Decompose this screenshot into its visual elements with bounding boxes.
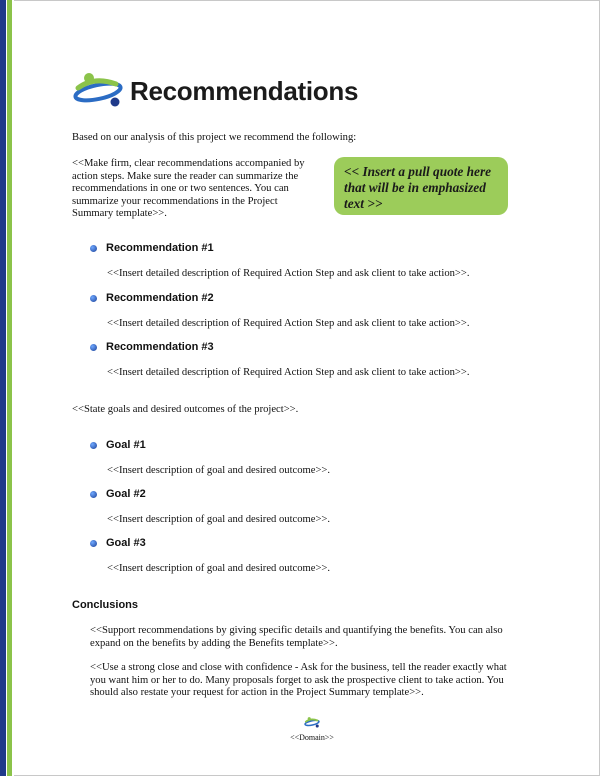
recommendation-intro [72, 158, 342, 221]
recommendation-title: Recommendation #1 [106, 242, 214, 254]
pull-quote-line: text >> [344, 196, 383, 211]
text-line: expand on the benefits by adding the Benefits template>>. [90, 637, 338, 649]
goal-heading [90, 488, 146, 500]
text-line: should also restate your request for action in the Project Summary template>>. [90, 687, 424, 699]
recommendation-desc: <<Insert detailed description of Required Action Step and ask client to take action>>. [107, 367, 470, 378]
left-accent-bar-blue [0, 0, 6, 776]
goal-heading [90, 537, 146, 549]
page-frame [14, 0, 600, 776]
pull-quote-line: that will be in emphasized [344, 180, 486, 195]
goal-desc: <<Insert description of goal and desired outcome>>. [107, 514, 331, 525]
pull-quote-line: << Insert a pull quote here [344, 164, 492, 179]
page-header [72, 70, 358, 113]
page-footer [282, 715, 342, 742]
recommendation-heading [90, 242, 214, 254]
blue-sphere-bullet-icon [90, 442, 97, 449]
footer-text: <<Domain>> [290, 733, 334, 742]
goal-desc: <<Insert description of goal and desired outcome>>. [107, 465, 331, 476]
recommendation-heading [90, 341, 214, 353]
blue-sphere-bullet-icon [90, 344, 97, 351]
recommendation-heading [90, 292, 214, 304]
text-line: action steps. Make sure the reader can summarize the [72, 170, 299, 182]
conclusion-paragraph [90, 625, 590, 650]
recommendation-desc: <<Insert detailed description of Required Action Step and ask client to take action>>. [107, 268, 470, 279]
text-line: you want him or her to do. Many proposals forget to ask the prospective client to take action. You [90, 674, 504, 686]
pull-quote [334, 157, 508, 215]
recommendation-title: Recommendation #3 [106, 341, 214, 353]
text-line: <<Support recommendations by giving specific details and quantifying the benefits. You can also [90, 625, 503, 636]
swirl-logo-icon [72, 70, 124, 113]
text-line: recommendations in one or two sentences. You can [72, 183, 289, 195]
conclusions-heading: Conclusions [72, 599, 139, 611]
recommendation-desc: <<Insert detailed description of Required Action Step and ask client to take action>>. [107, 318, 470, 329]
text-line: <<Make firm, clear recommendations accompanied by [72, 158, 305, 169]
goals-intro: <<State goals and desired outcomes of the project>>. [72, 404, 299, 415]
blue-sphere-bullet-icon [90, 491, 97, 498]
blue-sphere-bullet-icon [90, 295, 97, 302]
blue-sphere-bullet-icon [90, 245, 97, 252]
text-line: <<Use a strong close and close with confidence - Ask for the business, tell the reader exactly what [90, 662, 507, 673]
swirl-logo-icon [304, 715, 320, 732]
goal-desc: <<Insert description of goal and desired outcome>>. [107, 563, 331, 574]
goal-title: Goal #3 [106, 537, 146, 549]
goal-heading [90, 439, 146, 451]
goal-title: Goal #1 [106, 439, 146, 451]
recommendation-title: Recommendation #2 [106, 292, 214, 304]
left-accent-bar-green [7, 0, 12, 776]
conclusion-paragraph [90, 662, 590, 700]
text-line: Summary template>>. [72, 208, 167, 220]
page-title: Recommendations [130, 76, 359, 106]
text-line: summarize your recommendations in the Project [72, 195, 278, 207]
intro-text: Based on our analysis of this project we recommend the following: [72, 132, 357, 143]
goal-title: Goal #2 [106, 488, 146, 500]
blue-sphere-bullet-icon [90, 540, 97, 547]
